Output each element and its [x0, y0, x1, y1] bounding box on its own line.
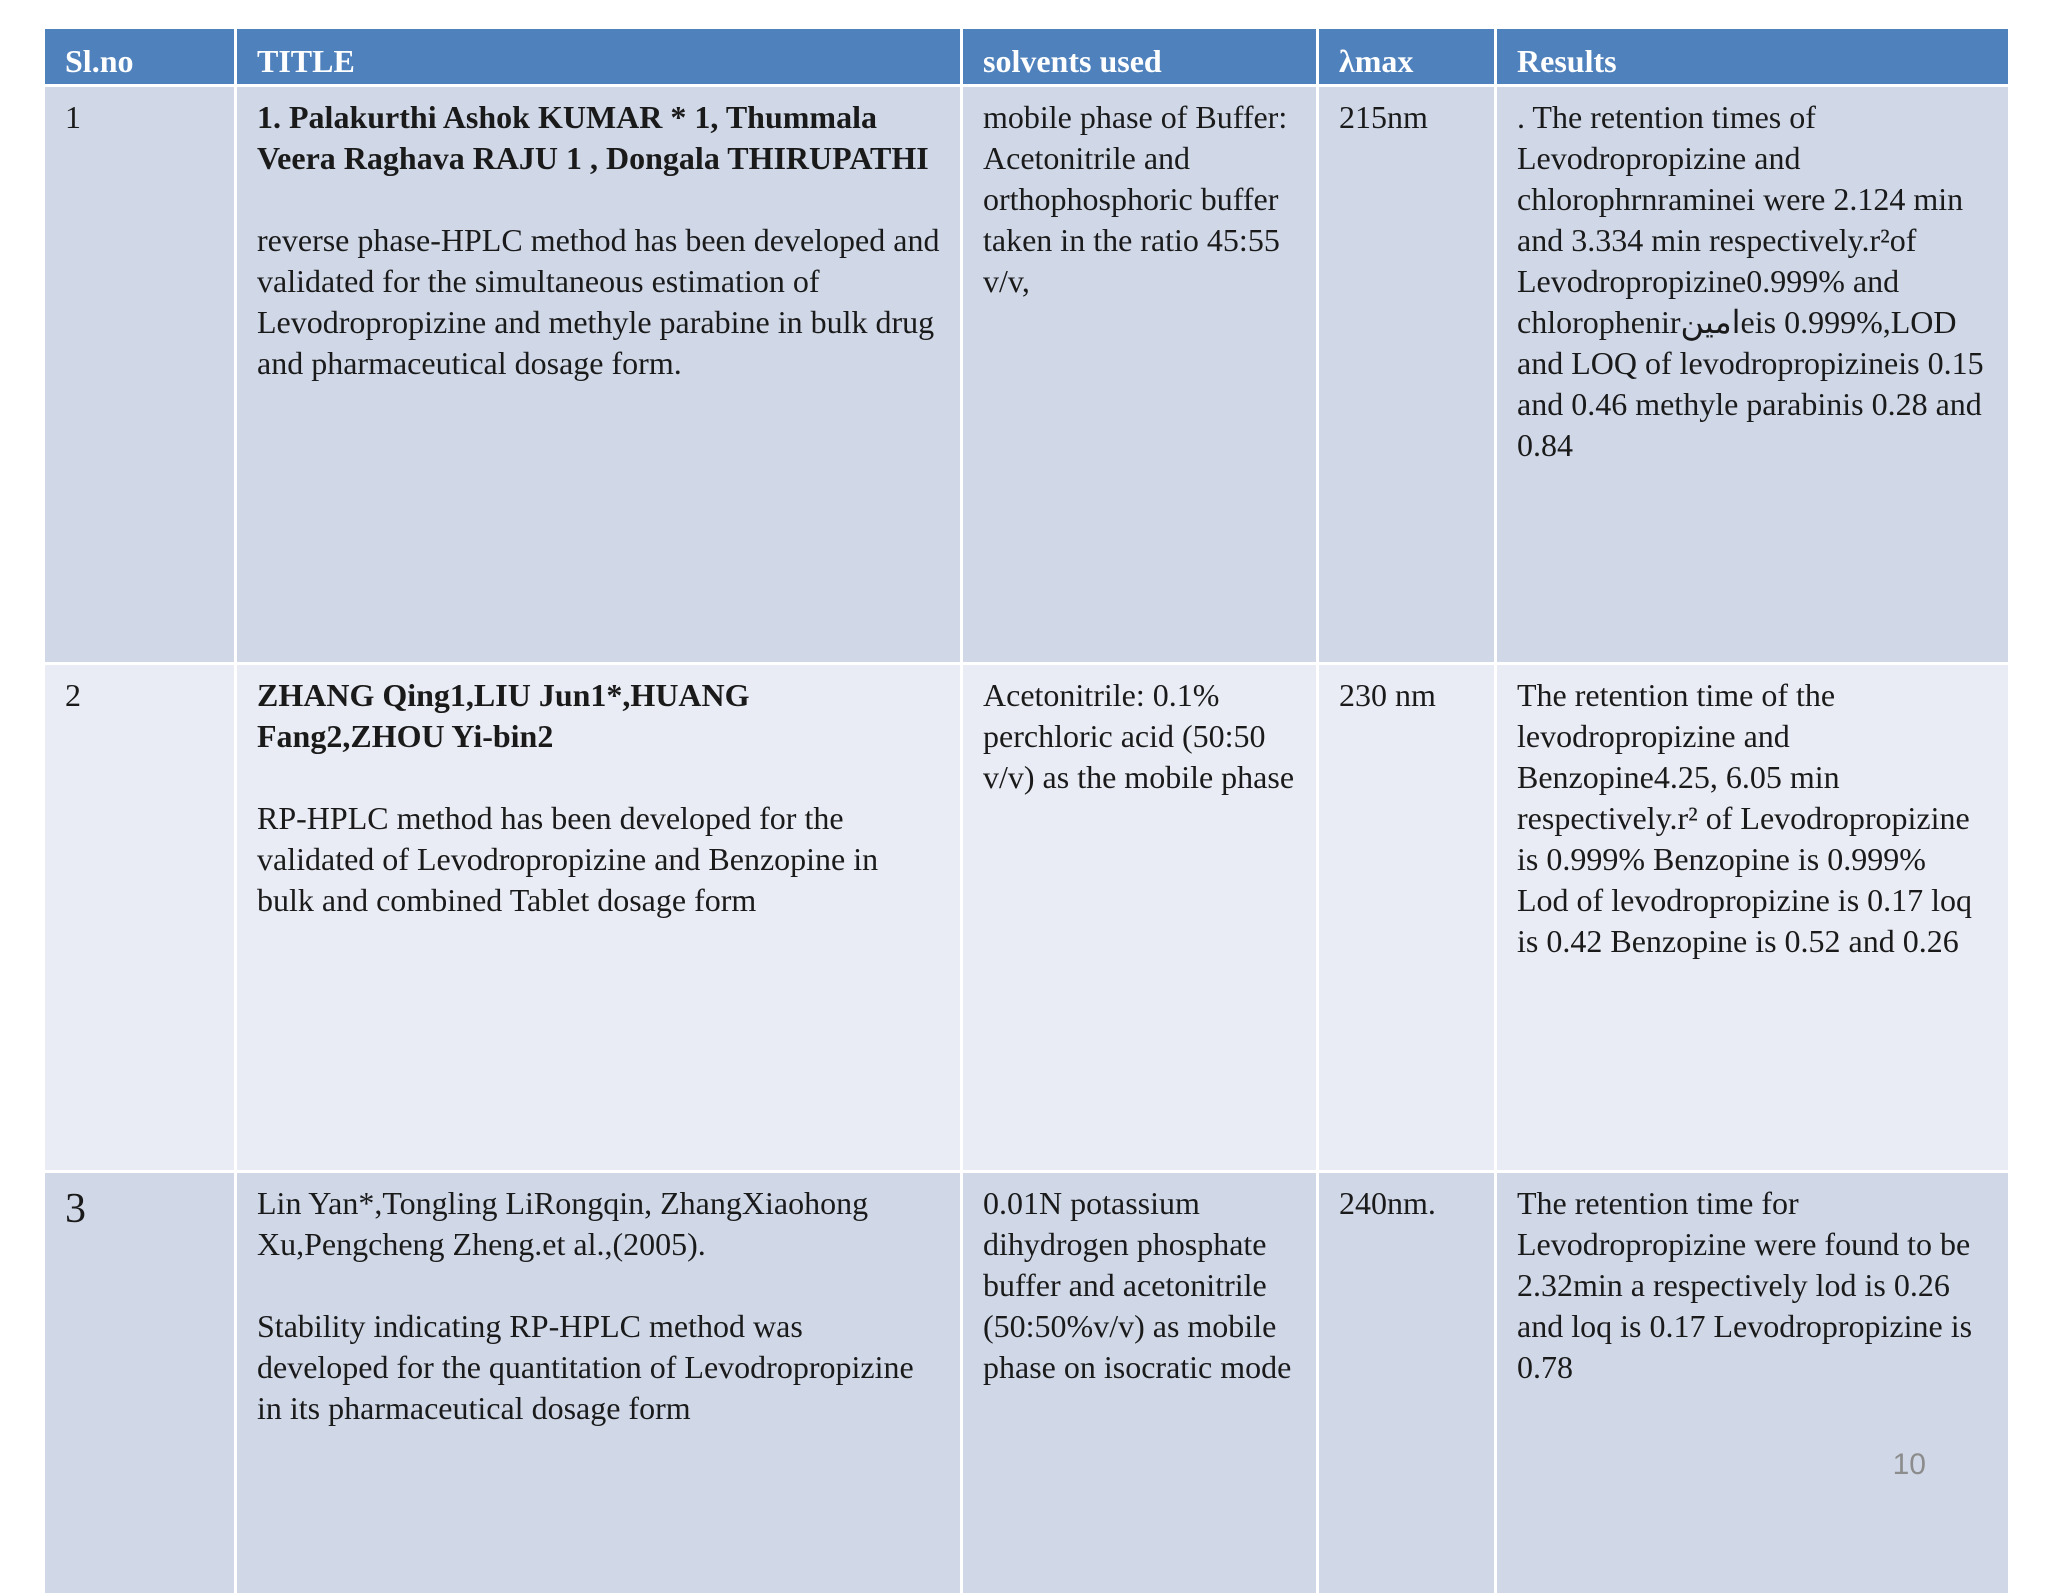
- cell-solvents: Acetonitrile: 0.1% perchloric acid (50:50 v/v) as the mobile phase: [962, 664, 1318, 1172]
- cell-title: [236, 86, 962, 664]
- description-text: reverse phase-HPLC method has been developed and validated for the simultaneous estimation of Levodropropizine and methyle parabine in bulk drug and pharmaceutical dosage form.: [257, 222, 940, 381]
- slno-text: 1: [65, 99, 81, 135]
- cell-slno: [44, 664, 236, 1172]
- page-number: 10: [1892, 1448, 1926, 1481]
- header-solvents: solvents used: [962, 28, 1318, 86]
- slno-text: 2: [65, 677, 81, 713]
- cell-title: [236, 1172, 962, 1595]
- cell-results: . The retention times of Levodropropizine and chlorophrnraminei were 2.124 min and 3.334 min respectively.r²of Levodropropizine0.999% and chlorophenirامينeis 0.999%,LOD and LOQ of levodropropizineis 0.15 and 0.46 methyle parabinis 0.28 and 0.84: [1496, 86, 2010, 664]
- header-title: TITLE: [236, 28, 962, 86]
- authors-text: 1. Palakurthi Ashok KUMAR * 1, Thummala Veera Raghava RAJU 1 , Dongala THIRUPATHI: [257, 99, 929, 176]
- cell-solvents: mobile phase of Buffer: Acetonitrile and orthophosphoric buffer taken in the ratio 45:55 v/v,: [962, 86, 1318, 664]
- cell-lambda-max: 230 nm: [1318, 664, 1496, 1172]
- table-row: [44, 664, 2010, 1172]
- authors-text: ZHANG Qing1,LIU Jun1*,HUANG Fang2,ZHOU Yi-bin2: [257, 677, 750, 754]
- literature-table: [42, 26, 2011, 1596]
- table-row: [44, 1172, 2010, 1595]
- slno-text: 3: [65, 1186, 86, 1232]
- cell-title: [236, 664, 962, 1172]
- cell-lambda-max: 215nm: [1318, 86, 1496, 664]
- table-header-row: [44, 28, 2010, 86]
- header-slno: Sl.no: [44, 28, 236, 86]
- header-results: Results: [1496, 28, 2010, 86]
- cell-lambda-max: 240nm.: [1318, 1172, 1496, 1595]
- authors-text: Lin Yan*,Tongling LiRongqin, ZhangXiaohong Xu,Pengcheng Zheng.et al.,(2005).: [257, 1185, 869, 1262]
- cell-results: The retention time for Levodropropizine were found to be 2.32min a respectively lod is 0.26 and loq is 0.17 Levodropropizine is 0.78: [1496, 1172, 2010, 1595]
- description-text: RP-HPLC method has been developed for the validated of Levodropropizine and Benzopine in bulk and combined Tablet dosage form: [257, 800, 879, 918]
- description-text: Stability indicating RP-HPLC method was developed for the quantitation of Levodropropizine in its pharmaceutical dosage form: [257, 1308, 914, 1426]
- cell-results: The retention time of the levodropropizine and Benzopine4.25, 6.05 min respectively.r² of Levodropropizine is 0.999% Benzopine is 0.999% Lod of levodropropizine is 0.17 loq is 0.42 Benzopine is 0.52 and 0.26: [1496, 664, 2010, 1172]
- cell-solvents: 0.01N potassium dihydrogen phosphate buffer and acetonitrile (50:50%v/v) as mobile phase on isocratic mode: [962, 1172, 1318, 1595]
- table-row: [44, 86, 2010, 664]
- header-lambda-max: λmax: [1318, 28, 1496, 86]
- cell-slno: [44, 86, 236, 664]
- cell-slno: [44, 1172, 236, 1595]
